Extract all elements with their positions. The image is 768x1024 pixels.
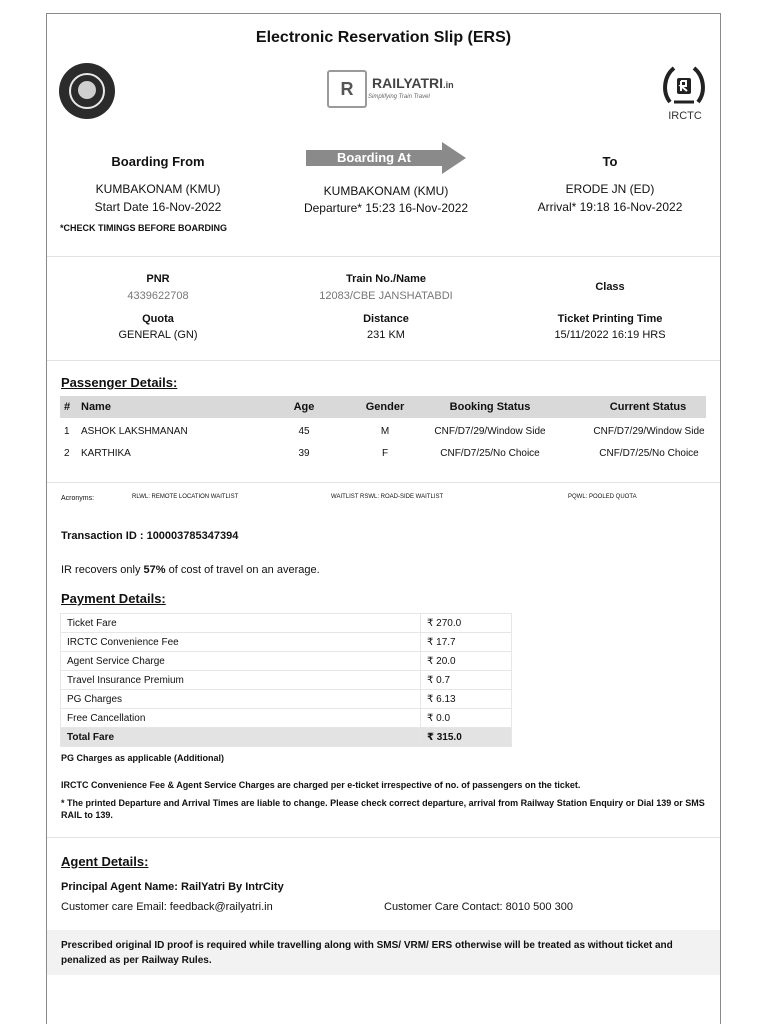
ir-recovery-note (61, 564, 320, 576)
col-header-current-status: Current Status (609, 401, 687, 413)
passenger-age: 45 (298, 426, 310, 437)
divider (47, 482, 720, 483)
quota-label: Quota (142, 313, 174, 325)
col-header-num: # (64, 401, 71, 413)
customer-care-email: Customer care Email: feedback@railyatri.in (61, 901, 273, 913)
divider (47, 837, 720, 838)
print-time-value: 15/11/2022 16:19 HRS (554, 329, 666, 341)
boarding-from-label: Boarding From (111, 154, 205, 169)
divider (47, 360, 720, 361)
passenger-age: 39 (298, 448, 310, 459)
irctc-label: IRCTC (668, 110, 702, 122)
table-row (61, 709, 512, 728)
ir-note-prefix: IR recovers only (61, 564, 144, 576)
col-header-gender: Gender (365, 401, 405, 413)
fee-label: Agent Service Charge (61, 652, 421, 671)
train-value: 12083/CBE JANSHATABDI (319, 290, 453, 302)
start-date: Start Date 16-Nov-2022 (94, 200, 222, 214)
passenger-gender: F (381, 448, 389, 459)
to-station: ERODE JN (ED) (565, 182, 655, 196)
table-row (61, 671, 512, 690)
class-label: Class (595, 281, 625, 293)
passenger-booking-status: CNF/D7/25/No Choice (440, 448, 540, 459)
passenger-name: KARTHIKA (81, 448, 131, 459)
fee-amount: ₹ 0.7 (421, 671, 512, 690)
fee-label: IRCTC Convenience Fee (61, 633, 421, 652)
indian-railways-logo (59, 63, 115, 119)
payment-details-title: Payment Details: (61, 591, 166, 606)
passenger-num: 1 (64, 426, 70, 437)
table-row (61, 614, 512, 633)
railyatri-name: RAILYATRI (372, 75, 444, 91)
fee-amount: ₹ 17.7 (421, 633, 512, 652)
transaction-id: Transaction ID : 100003785347394 (61, 530, 239, 542)
irctc-logo-icon (660, 62, 708, 110)
at-station: KUMBAKONAM (KMU) (323, 184, 449, 198)
fee-label: Free Cancellation (61, 709, 421, 728)
ir-note-percent: 57% (143, 564, 166, 576)
pnr-label: PNR (146, 273, 170, 285)
total-fare-amount: ₹ 315.0 (421, 728, 512, 747)
agent-details-title: Agent Details: (61, 854, 149, 869)
fee-label: PG Charges (61, 690, 421, 709)
document-title: Electronic Reservation Slip (ERS) (255, 29, 512, 46)
fee-label: Ticket Fare (61, 614, 421, 633)
passenger-num: 2 (64, 448, 70, 459)
departure-time: Departure* 15:23 16-Nov-2022 (303, 201, 469, 215)
table-row (61, 690, 512, 709)
acronym-rlwl: RLWL: REMOTE LOCATION WAITLIST (132, 494, 239, 500)
railyatri-suffix: .in (443, 80, 454, 90)
customer-care-contact: Customer Care Contact: 8010 500 300 (384, 901, 573, 913)
boarding-at-label: Boarding At (337, 150, 411, 165)
railyatri-logo-mark: R (327, 70, 367, 108)
distance-label: Distance (363, 313, 409, 325)
acronym-rswl: WAITLIST RSWL: ROAD-SIDE WAITLIST (331, 494, 444, 500)
check-timings-note: *CHECK TIMINGS BEFORE BOARDING (60, 223, 228, 233)
passenger-booking-status: CNF/D7/29/Window Side (434, 426, 546, 437)
table-row (61, 633, 512, 652)
total-fare-label: Total Fare (61, 728, 421, 747)
pnr-value: 4339622708 (127, 290, 189, 302)
pg-charges-note: PG Charges as applicable (Additional) (61, 753, 225, 763)
quota-value: GENERAL (GN) (118, 329, 198, 341)
railyatri-tagline: Simplifying Train Travel (368, 94, 430, 100)
railyatri-logo-text (372, 75, 454, 91)
divider (47, 256, 720, 257)
timing-change-note: * The printed Departure and Arrival Times are liable to change. Please check correct departure, arrival from Railway Station Enquiry or Dial 139 or SMS RAIL to 139. (61, 798, 705, 820)
table-row (61, 652, 512, 671)
fee-amount: ₹ 6.13 (421, 690, 512, 709)
emblem-core-icon (78, 81, 96, 99)
fee-label: Travel Insurance Premium (61, 671, 421, 690)
col-header-name: Name (81, 401, 111, 413)
passenger-details-title: Passenger Details: (61, 375, 178, 390)
col-header-age: Age (293, 401, 315, 413)
acronym-pqwl: PQWL: POOLED QUOTA (568, 494, 637, 500)
ir-note-suffix: of cost of travel on an average. (165, 564, 320, 576)
id-proof-note: Prescribed original ID proof is required while travelling along with SMS/ VRM/ ERS otherwise will be treated as without ticket and penalized as per Railway Rules. (61, 940, 673, 966)
principal-agent-name: Principal Agent Name: RailYatri By IntrCity (61, 881, 284, 893)
to-label: To (602, 154, 618, 169)
total-fare-row (61, 728, 512, 747)
from-station: KUMBAKONAM (KMU) (95, 182, 221, 196)
passenger-current-status: CNF/D7/29/Window Side (593, 426, 705, 437)
passenger-name: ASHOK LAKSHMANAN (81, 426, 188, 437)
arrival-time: Arrival* 19:18 16-Nov-2022 (537, 200, 683, 214)
distance-value: 231 KM (367, 329, 405, 341)
train-label: Train No./Name (345, 273, 427, 285)
fee-amount: ₹ 270.0 (421, 614, 512, 633)
print-time-label: Ticket Printing Time (557, 313, 663, 325)
passenger-gender: M (380, 426, 390, 437)
fee-amount: ₹ 20.0 (421, 652, 512, 671)
passenger-current-status: CNF/D7/25/No Choice (599, 448, 699, 459)
col-header-booking-status: Booking Status (449, 401, 531, 413)
payment-table (60, 613, 512, 747)
convenience-fee-note: IRCTC Convenience Fee & Agent Service Charges are charged per e-ticket irrespective of no. of passengers on the ticket. (61, 780, 581, 790)
acronyms-label: Acronyms: (61, 495, 95, 502)
fee-amount: ₹ 0.0 (421, 709, 512, 728)
